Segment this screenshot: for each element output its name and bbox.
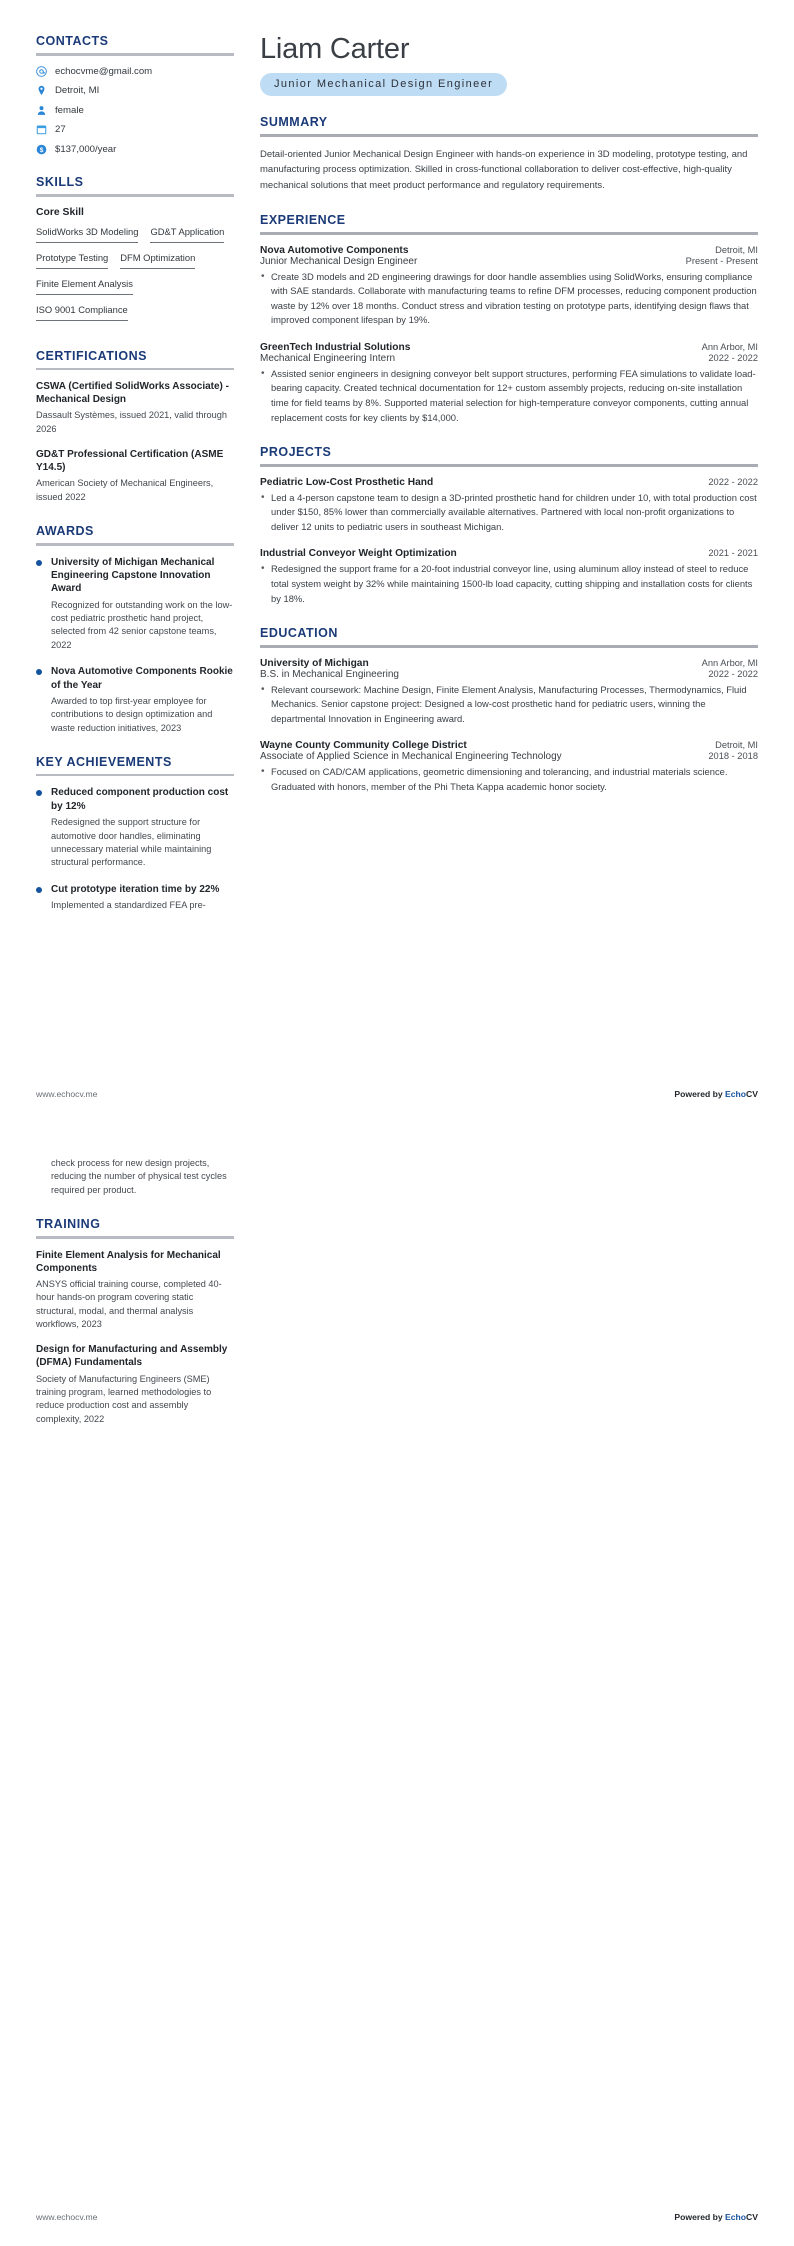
section-divider <box>260 232 758 235</box>
skill-item: DFM Optimization <box>120 251 195 269</box>
experience-dates: Present - Present <box>685 255 758 266</box>
main-section-projects <box>260 445 758 606</box>
footer-powered-prefix: Powered by <box>674 1089 726 1099</box>
contact-gender-text: female <box>55 104 84 116</box>
experience-entry <box>260 342 758 425</box>
award-description: Awarded to top first-year employee for contributions to design optimization and waste reduction initiatives, 2023 <box>51 695 213 733</box>
section-divider <box>36 368 234 371</box>
training-title: Design for Manufacturing and Assembly (DFMA) Fundamentals <box>36 1344 228 1369</box>
skill-list <box>36 225 234 329</box>
section-divider <box>36 194 234 197</box>
email-icon <box>36 66 47 77</box>
section-divider <box>36 53 234 56</box>
contact-location-text: Detroit, MI <box>55 85 100 96</box>
contact-age-text: 27 <box>55 124 66 135</box>
award-title: University of Michigan Mechanical Engineering Capstone Innovation Award <box>51 556 215 595</box>
main-section-education <box>260 626 758 794</box>
contact-item-location[interactable] <box>36 85 234 97</box>
footer-branding <box>674 1089 758 1099</box>
project-name: Pediatric Low-Cost Prosthetic Hand <box>260 476 434 488</box>
award-item <box>36 665 234 735</box>
education-entry <box>260 658 758 727</box>
svg-text:$: $ <box>39 146 44 154</box>
main-section-summary <box>260 115 758 193</box>
education-bullet: • Relevant coursework: Machine Design, Finite Element Analysis, Manufacturing Processes, Thermodynamics, Fluid Mechanics. Senior capstone project: Designed a low-cost prosthetic hand for pediatric users, winning the departmental Innovation in Engineering award. <box>260 683 758 727</box>
section-heading-key-achievements: KEY ACHIEVEMENTS <box>36 754 172 769</box>
education-location: Ann Arbor, MI <box>701 657 758 668</box>
bullet-dot-icon <box>36 790 42 796</box>
contact-item-email[interactable] <box>36 66 234 78</box>
education-bullet-list <box>260 683 758 727</box>
status-badge: Junior Mechanical Design Engineer <box>260 73 507 96</box>
project-bullet-list <box>260 562 758 606</box>
section-heading-projects: PROJECTS <box>260 445 332 460</box>
achievement-item <box>36 883 234 913</box>
section-heading-skills: SKILLS <box>36 175 84 189</box>
education-location: Detroit, MI <box>715 740 758 751</box>
footer-brand-cv: CV <box>746 1089 758 1099</box>
education-bullet: • Focused on CAD/CAM applications, geometric dimensioning and tolerancing, and industrial materials science. Graduated with honors, member of the Phi Theta Kappa academic honor society. <box>260 765 758 794</box>
footer-brand-echo: Echo <box>725 2212 747 2222</box>
sidebar-section-certifications <box>36 349 234 505</box>
education-school: Wayne County Community College District <box>260 740 467 752</box>
achievement-description-continued: check process for new design projects, reducing the number of physical test cycles required per product. <box>51 1158 227 1195</box>
page-title: Liam Carter <box>260 33 410 65</box>
experience-company: Nova Automotive Components <box>260 244 409 256</box>
project-name: Industrial Conveyor Weight Optimization <box>260 548 457 560</box>
award-item <box>36 556 234 653</box>
summary-text: Detail-oriented Junior Mechanical Design Engineer with hands-on experience in 3D modeling, prototype testing, and manufacturing process optimization. Skilled in cross-functional collaboration to deliver cost-effective, high-quality mechanical solutions that meet product performance and regulatory requirements. <box>260 148 748 191</box>
skill-item: ISO 9001 Compliance <box>36 303 128 321</box>
resume-page-2 <box>0 1123 794 2246</box>
experience-dates: 2022 - 2022 <box>708 352 758 363</box>
award-description: Recognized for outstanding work on the low-cost pediatric prosthetic hand project, selected from 42 senior capstone teams, 2022 <box>51 599 233 650</box>
experience-location: Detroit, MI <box>715 244 758 255</box>
section-heading-certifications: CERTIFICATIONS <box>36 348 147 363</box>
location-pin-icon <box>36 85 47 96</box>
section-divider <box>36 543 234 546</box>
achievement-title: Cut prototype iteration time by 22% <box>51 883 220 895</box>
education-dates: 2022 - 2022 <box>708 668 758 679</box>
training-description: ANSYS official training course, completed 40-hour hands-on program covering static structural, modal, and thermal analysis workflows, 2023 <box>36 1278 222 1329</box>
page-footer <box>36 1089 758 1099</box>
achievement-description: Redesigned the support structure for automotive door handles, eliminating unnecessary material while maintaining structural performance. <box>51 817 212 868</box>
education-dates: 2018 - 2018 <box>708 751 758 762</box>
section-heading-experience: EXPERIENCE <box>260 213 346 228</box>
sidebar-section-training <box>36 1217 234 1426</box>
section-divider <box>260 645 758 648</box>
experience-bullet-list <box>260 367 758 425</box>
experience-bullet: • Assisted senior engineers in designing conveyor belt support structures, performing FEA simulations to validate load-bearing capacity. Created technical documentation for 12+ custom assembly projects, reducing on-site installation time for field teams by 8%. Supported material selection for high-temperature conveyor components, cutting annual replacement costs for key clients by $14,000. <box>260 367 758 425</box>
experience-company: GreenTech Industrial Solutions <box>260 341 411 353</box>
sidebar-section-contacts <box>36 34 234 155</box>
project-entry <box>260 548 758 606</box>
achievement-item <box>36 786 234 869</box>
achievement-description: Implemented a standardized FEA pre- <box>51 900 206 911</box>
sidebar <box>36 34 234 932</box>
training-title: Finite Element Analysis for Mechanical Components <box>36 1249 221 1274</box>
footer-url[interactable]: www.echocv.me <box>36 2212 98 2222</box>
education-bullet-list <box>260 765 758 794</box>
sidebar-section-skills <box>36 175 234 329</box>
skill-item: SolidWorks 3D Modeling <box>36 225 138 243</box>
project-bullet-list <box>260 491 758 535</box>
bullet-dot-icon <box>36 669 42 675</box>
sidebar-section-awards <box>36 524 234 735</box>
calendar-icon <box>36 124 47 135</box>
sidebar-section-key-achievements <box>36 755 234 912</box>
project-dates: 2021 - 2021 <box>708 548 758 559</box>
certification-title: CSWA (Certified SolidWorks Associate) - Mechanical Design <box>36 381 229 406</box>
contact-salary-text: $137,000/year <box>55 143 117 155</box>
section-divider <box>260 134 758 137</box>
project-entry <box>260 477 758 535</box>
page-footer <box>36 2212 758 2222</box>
section-heading-awards: AWARDS <box>36 524 94 539</box>
education-degree: B.S. in Mechanical Engineering <box>260 668 399 680</box>
certification-description: American Society of Mechanical Engineers, issued 2022 <box>36 478 214 502</box>
certification-description: Dassault Systèmes, issued 2021, valid through 2026 <box>36 410 227 434</box>
contact-email-text: echocvme@gmail.com <box>55 65 153 77</box>
education-entry <box>260 740 758 794</box>
project-bullet: • Led a 4-person capstone team to design a 3D-printed prosthetic hand for children under 10, with total production cost under $150, 85% lower than commercially available alternatives. Partnered with local non-profit organizations to deliver 12 units to pediatric users in southeast Michigan. <box>260 491 758 535</box>
experience-role: Junior Mechanical Design Engineer <box>260 255 418 267</box>
bullet-dot-icon <box>36 560 42 566</box>
section-divider <box>36 1236 234 1239</box>
skill-item: GD&T Application <box>150 225 224 243</box>
skill-group-title: Core Skill <box>36 206 84 218</box>
footer-brand-echo: Echo <box>725 1089 747 1099</box>
education-degree: Associate of Applied Science in Mechanical Engineering Technology <box>260 751 562 763</box>
experience-bullet: • Create 3D models and 2D engineering drawings for door handle assemblies using SolidWorks, ensuring compliance with SAE standards. Collaborate with manufacturing teams to refine DFM processes, reducing component production waste by 12% over 18 months. Conduct stress and vibration testing on prototype parts, identifying design flaws that improved component lifespan by 19%. <box>260 270 758 328</box>
experience-location: Ann Arbor, MI <box>701 341 758 352</box>
footer-brand-cv: CV <box>746 2212 758 2222</box>
project-bullet: • Redesigned the support frame for a 20-foot industrial conveyor line, using aluminum alloy instead of steel to reduce total system weight by 32% while maintaining 1500-lb load capacity, cutting shipping and installation costs for clients by 18%. <box>260 562 758 606</box>
main-section-experience <box>260 213 758 425</box>
experience-bullet-list <box>260 270 758 328</box>
main-content <box>260 34 758 815</box>
skill-item: Finite Element Analysis <box>36 277 133 295</box>
section-divider <box>260 464 758 467</box>
experience-role: Mechanical Engineering Intern <box>260 352 396 364</box>
money-icon <box>36 144 47 155</box>
certification-title: GD&T Professional Certification (ASME Y14.5) <box>36 449 224 474</box>
footer-powered-prefix: Powered by <box>674 2212 726 2222</box>
experience-entry <box>260 245 758 328</box>
skill-item: Prototype Testing <box>36 251 108 269</box>
footer-url[interactable]: www.echocv.me <box>36 1089 98 1099</box>
sidebar-continued <box>36 1157 234 1446</box>
training-item <box>36 1249 234 1332</box>
award-title: Nova Automotive Components Rookie of the Year <box>51 666 233 691</box>
section-heading-summary: SUMMARY <box>260 115 328 130</box>
achievement-title: Reduced component production cost by 12% <box>51 787 229 812</box>
contact-item-age[interactable] <box>36 124 234 136</box>
certification-item <box>36 380 234 436</box>
key-achievement-continuation <box>36 1157 234 1197</box>
certification-item <box>36 448 234 504</box>
bullet-dot-icon <box>36 887 42 893</box>
section-divider <box>36 774 234 777</box>
training-description: Society of Manufacturing Engineers (SME) training program, learned methodologies to reduce production cost and assembly complexity, 2022 <box>36 1373 212 1424</box>
education-school: University of Michigan <box>260 657 369 669</box>
contact-item-gender[interactable] <box>36 105 234 117</box>
footer-branding <box>674 2212 758 2222</box>
section-heading-education: EDUCATION <box>260 626 338 641</box>
person-icon <box>36 105 47 116</box>
section-heading-contacts: CONTACTS <box>36 34 109 48</box>
section-heading-training: TRAINING <box>36 1217 101 1232</box>
training-item <box>36 1343 234 1426</box>
contact-item-salary[interactable] <box>36 144 234 156</box>
project-dates: 2022 - 2022 <box>708 476 758 487</box>
